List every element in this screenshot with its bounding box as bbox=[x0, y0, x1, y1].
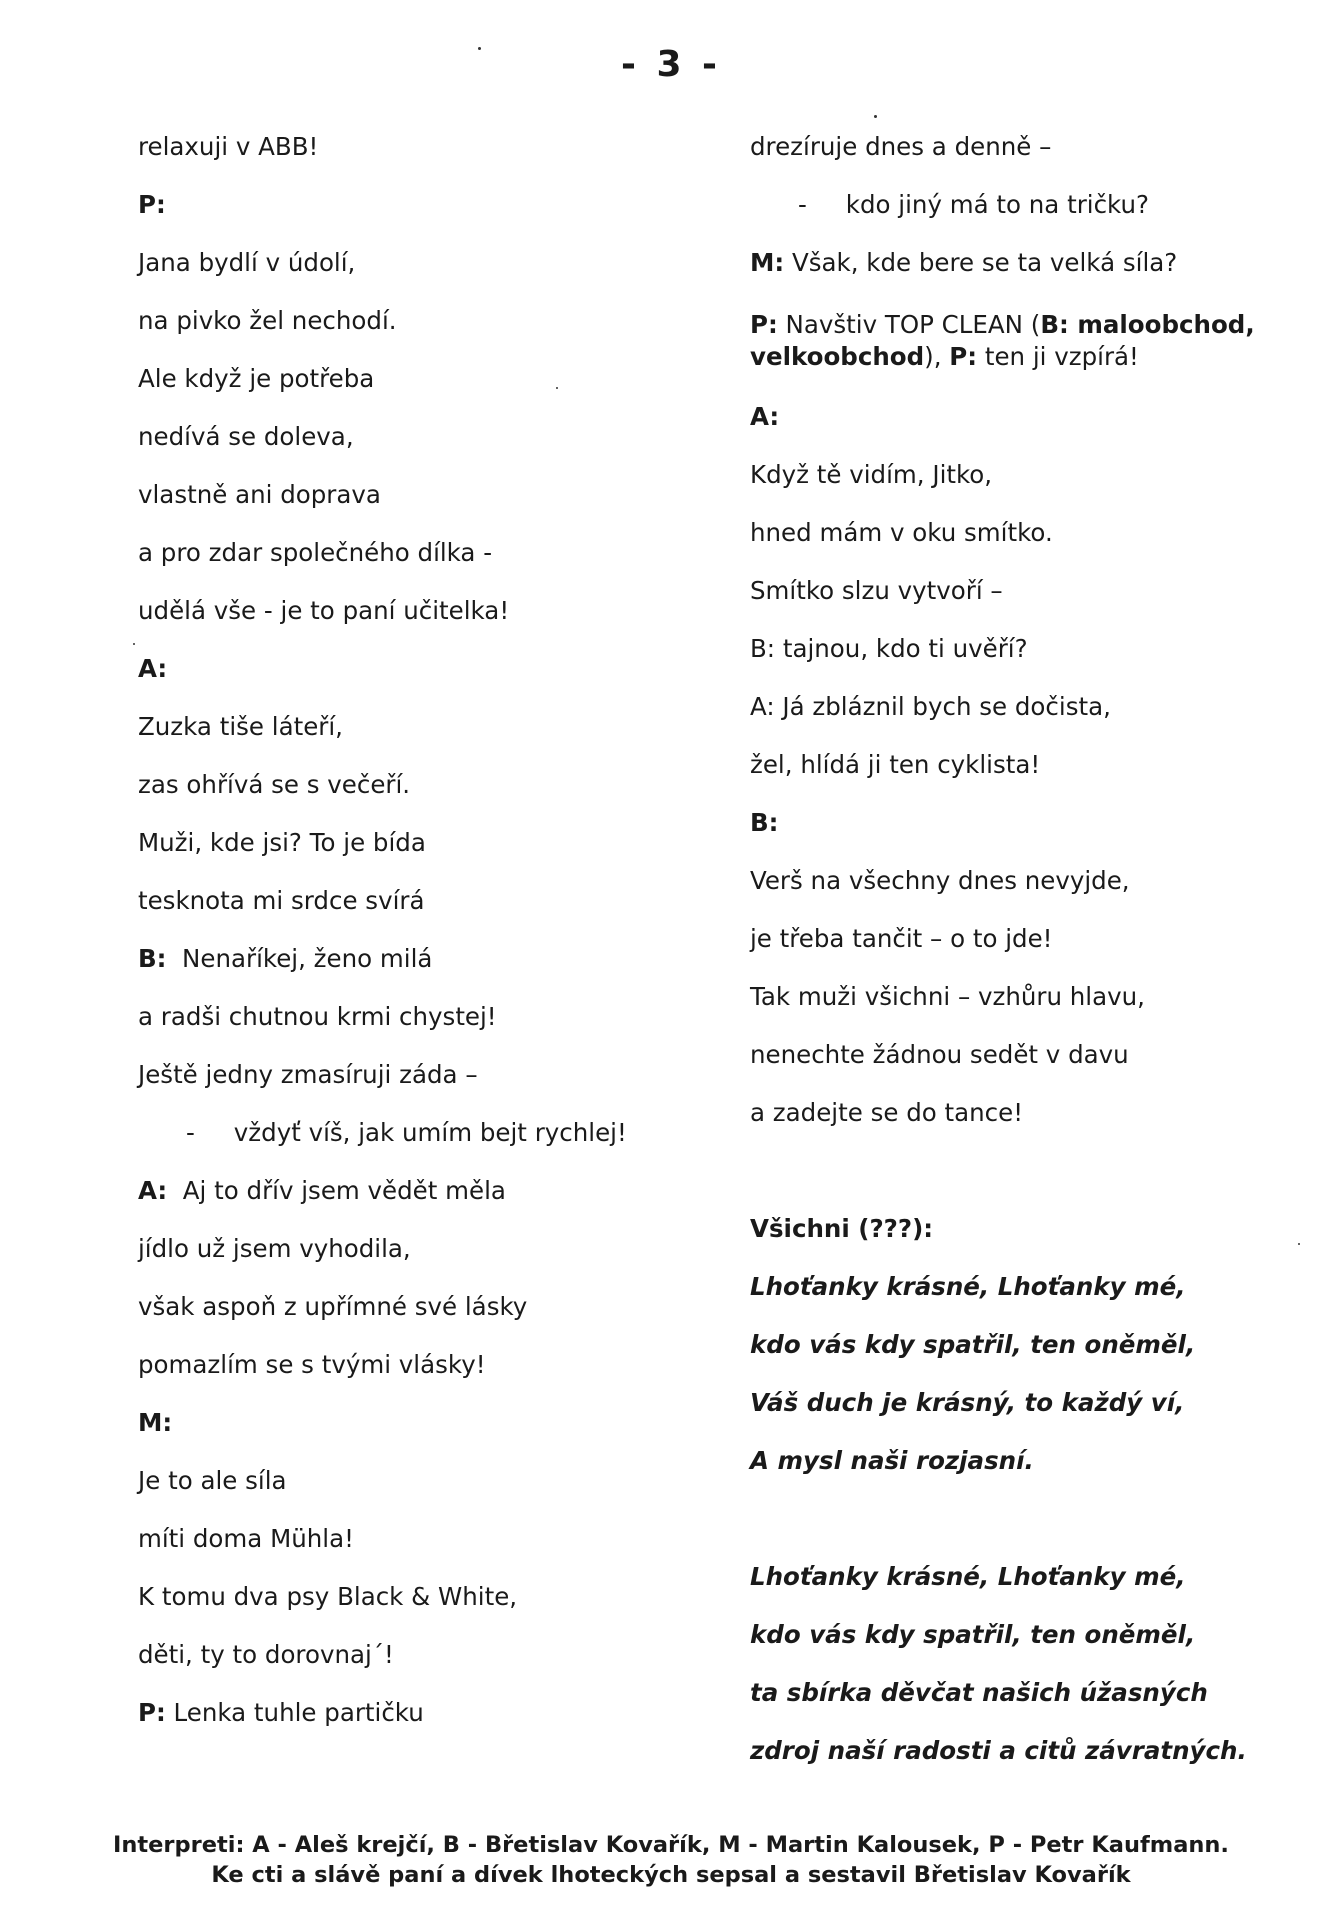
footer-credits bbox=[0, 1830, 1342, 1890]
verse-line: Muži, kde jsi? To je bída bbox=[138, 828, 426, 857]
speaker-label: B: bbox=[138, 944, 167, 973]
verse-line: tesknota mi srdce svírá bbox=[138, 886, 425, 915]
speaker-label: P: bbox=[750, 310, 778, 339]
verse-line: na pivko žel nechodí. bbox=[138, 306, 397, 335]
speaker-label: A: bbox=[138, 1176, 168, 1205]
verse-text: ten ji vzpírá! bbox=[977, 342, 1139, 371]
chorus-line: Lhoťanky krásné, Lhoťanky mé, bbox=[750, 1272, 1186, 1301]
chorus-line: A mysl naši rozjasní. bbox=[750, 1446, 1034, 1475]
verse-line bbox=[750, 342, 1139, 372]
chorus-line: kdo vás kdy spatřil, ten oněměl, bbox=[750, 1620, 1196, 1649]
verse-line bbox=[750, 248, 1177, 278]
chorus-line: kdo vás kdy spatřil, ten oněměl, bbox=[750, 1330, 1196, 1359]
verse-line: a radši chutnou krmi chystej! bbox=[138, 1002, 497, 1031]
verse-line: drezíruje dnes a denně – bbox=[750, 132, 1052, 161]
verse-line: B: tajnou, kdo ti uvěří? bbox=[750, 634, 1028, 663]
verse-line: A: Já zbláznil bych se dočista, bbox=[750, 692, 1111, 721]
scan-speck bbox=[874, 115, 877, 118]
verse-line: Verš na všechny dnes nevyjde, bbox=[750, 866, 1130, 895]
verse-line: míti doma Mühla! bbox=[138, 1524, 354, 1553]
verse-line: Jana bydlí v údolí, bbox=[138, 248, 356, 277]
verse-line: Smítko slzu vytvoří – bbox=[750, 576, 1003, 605]
verse-line bbox=[138, 1698, 424, 1728]
verse-line: Když tě vidím, Jitko, bbox=[750, 460, 993, 489]
speaker-label: P: bbox=[138, 1698, 166, 1727]
speaker-label: M: bbox=[750, 248, 785, 277]
verse-line: a zadejte se do tance! bbox=[750, 1098, 1024, 1127]
verse-line: zas ohřívá se s večeří. bbox=[138, 770, 411, 799]
verse-line: Zuzka tiše láteří, bbox=[138, 712, 343, 741]
verse-line: nedívá se doleva, bbox=[138, 422, 354, 451]
footer-author: Ke cti a slávě paní a dívek lhoteckých sepsal a sestavil Břetislav Kovařík bbox=[211, 1862, 1131, 1888]
verse-text: Nenaříkej, ženo milá bbox=[166, 944, 433, 973]
chorus-line: Lhoťanky krásné, Lhoťanky mé, bbox=[750, 1562, 1186, 1591]
verse-line: děti, ty to dorovnaj´! bbox=[138, 1640, 394, 1669]
verse-line: však aspoň z upřímné své lásky bbox=[138, 1292, 528, 1321]
verse-text: Lenka tuhle partičku bbox=[165, 1698, 424, 1727]
verse-line: pomazlím se s tvými vlásky! bbox=[138, 1350, 486, 1379]
verse-text-bold: velkoobchod bbox=[750, 342, 925, 371]
verse-line: - kdo jiný má to na tričku? bbox=[798, 190, 1150, 219]
verse-text: Aj to dřív jsem vědět měla bbox=[167, 1176, 506, 1205]
verse-line: relaxuji v ABB! bbox=[138, 132, 319, 161]
verse-line: je třeba tančit – o to jde! bbox=[750, 924, 1053, 953]
speaker-label: P: bbox=[138, 190, 166, 219]
verse-text: ), bbox=[924, 342, 950, 371]
chorus-label: Všichni (???): bbox=[750, 1214, 934, 1243]
verse-line: - vždyť víš, jak umím bejt rychlej! bbox=[186, 1118, 627, 1147]
verse-line: Je to ale síla bbox=[138, 1466, 287, 1495]
verse-line: Tak muži všichni – vzhůru hlavu, bbox=[750, 982, 1145, 1011]
speaker-label: A: bbox=[750, 402, 780, 431]
verse-line: jídlo už jsem vyhodila, bbox=[138, 1234, 411, 1263]
verse-text: Navštiv TOP CLEAN ( bbox=[777, 310, 1041, 339]
scan-speck bbox=[133, 643, 135, 645]
verse-line: a pro zdar společného dílka - bbox=[138, 538, 493, 567]
footer-performers: Interpreti: A - Aleš krejčí, B - Břetislav Kovařík, M - Martin Kalousek, P - Petr Kaufmann. bbox=[113, 1832, 1229, 1858]
verse-line bbox=[138, 944, 432, 974]
speaker-label: P: bbox=[949, 342, 978, 371]
verse-line: žel, hlídá ji ten cyklista! bbox=[750, 750, 1041, 779]
chorus-line: Váš duch je krásný, to každý ví, bbox=[750, 1388, 1185, 1417]
speaker-label: B: maloobchod, bbox=[1040, 310, 1255, 339]
scan-speck bbox=[556, 387, 558, 389]
verse-line: nenechte žádnou sedět v davu bbox=[750, 1040, 1129, 1069]
page-number: - 3 - bbox=[621, 44, 721, 85]
verse-line bbox=[138, 1176, 506, 1206]
scan-speck bbox=[478, 47, 481, 50]
speaker-label: B: bbox=[750, 808, 779, 837]
speaker-label: A: bbox=[138, 654, 168, 683]
verse-line: hned mám v oku smítko. bbox=[750, 518, 1053, 547]
verse-line: K tomu dva psy Black & White, bbox=[138, 1582, 518, 1611]
scan-speck bbox=[1298, 1243, 1300, 1245]
verse-line bbox=[750, 310, 1255, 340]
chorus-line: zdroj naší radosti a citů závratných. bbox=[750, 1736, 1247, 1765]
chorus-line: ta sbírka děvčat našich úžasných bbox=[750, 1678, 1208, 1707]
verse-text: Však, kde bere se ta velká síla? bbox=[784, 248, 1178, 277]
verse-line: udělá vše - je to paní učitelka! bbox=[138, 596, 510, 625]
verse-line: Ale když je potřeba bbox=[138, 364, 375, 393]
verse-line: Ještě jedny zmasíruji záda – bbox=[138, 1060, 478, 1089]
speaker-label: M: bbox=[138, 1408, 173, 1437]
verse-line: vlastně ani doprava bbox=[138, 480, 381, 509]
